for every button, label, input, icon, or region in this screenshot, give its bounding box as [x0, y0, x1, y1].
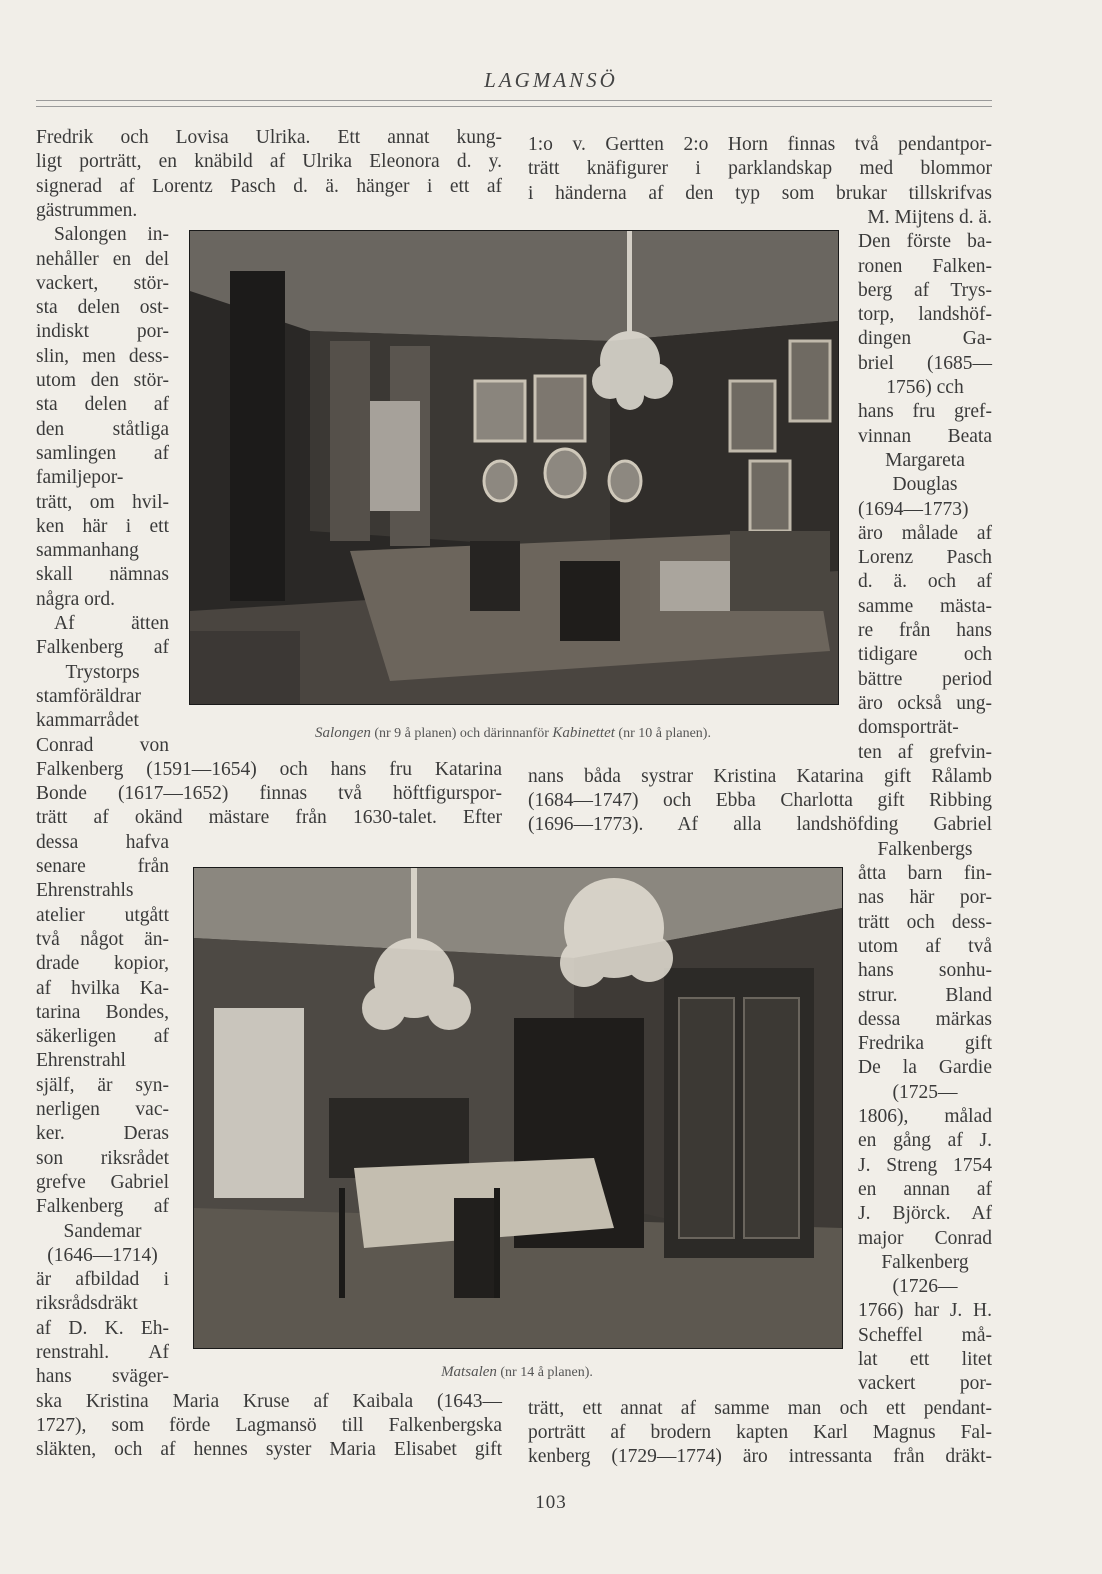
text-line: utom den stör-	[36, 370, 169, 391]
text-line: trätt och dess-	[858, 911, 992, 933]
text-line: 1756) cch	[886, 377, 964, 398]
caption-title: Matsalen	[441, 1364, 497, 1380]
text-line: drade kopior,	[36, 953, 169, 975]
text-line: den ståtliga	[36, 418, 169, 440]
text-line: torp, landshöf-	[858, 304, 992, 326]
text-line: skall nämnas	[36, 564, 169, 586]
text-line: Falkenberg (1591—1654) och hans fru Katarina	[36, 758, 502, 780]
caption-text: och därinnanför	[459, 726, 549, 741]
text-line: signerad af Lorentz Pasch d. ä. hänger i ett af	[36, 175, 502, 197]
text-line: ligt porträtt, en knäbild af Ulrika Eleonora d. y.	[36, 151, 502, 173]
text-line: ska Kristina Maria Kruse af Kaibala (1643—	[36, 1390, 502, 1412]
text-line: Falkenberg af	[36, 1196, 169, 1218]
header-rule	[36, 100, 992, 101]
text-line: trätt, ett annat af samme man och ett pendant-	[528, 1397, 992, 1419]
text-line: Sandemar	[63, 1220, 142, 1242]
text-line: hans sonhu-	[858, 960, 992, 982]
text-line: Falkenberg af	[36, 637, 169, 659]
text-line: Bonde (1617—1652) finnas två höftfigurspor-	[36, 783, 502, 805]
text-line: dingen Ga-	[858, 328, 992, 350]
text-line: hans fru gref-	[858, 401, 992, 423]
salongen-image	[190, 231, 838, 704]
text-line: sammanhang	[36, 540, 139, 562]
text-line: riksrådsdräkt	[36, 1293, 138, 1315]
text-line: Salongen in-	[54, 224, 169, 246]
text-line: samlingen af	[36, 442, 169, 464]
text-line: hans sväger-	[36, 1366, 169, 1388]
text-line: Fredrik och Lovisa Ulrika. Ett annat kung-	[36, 127, 502, 148]
text-line: briel (1685—	[858, 352, 992, 374]
text-line: släkten, och af hennes syster Maria Elisabet gift	[36, 1439, 502, 1461]
text-line: J. Streng 1754	[858, 1154, 992, 1176]
matsalen-image	[194, 868, 842, 1348]
caption-title: Kabinettet	[552, 725, 615, 741]
text-line: nehåller en del	[36, 248, 169, 270]
matsalen-photo	[193, 867, 843, 1349]
text-line: De la Gardie	[858, 1057, 992, 1079]
text-line: Falkenbergs	[877, 838, 973, 860]
text-line: Falkenberg	[881, 1251, 969, 1273]
text-line: Lorenz Pasch	[858, 547, 992, 569]
text-line: re från hans	[858, 620, 992, 641]
text-line: (1646—1714)	[47, 1244, 158, 1266]
caption-ref: (nr 9 å planen)	[374, 726, 457, 741]
text-line: renstrahl. Af	[36, 1342, 169, 1363]
text-line: säkerligen af	[36, 1026, 169, 1048]
caption-ref: (nr 14 å planen).	[500, 1365, 593, 1380]
text-line: berg af Trys-	[858, 279, 992, 301]
text-line: 1727), som förde Lagmansö till Falkenbergska	[36, 1414, 502, 1436]
text-line: en annan af	[858, 1178, 992, 1200]
text-line: atelier utgått	[36, 904, 169, 926]
text-line: slin, men dess-	[36, 345, 169, 367]
text-line: dessa märkas	[858, 1008, 992, 1030]
text-line: Ehrenstrahl	[36, 1050, 126, 1072]
text-line: son riksrådet	[36, 1147, 169, 1169]
caption-ref: (nr 10 å planen).	[618, 726, 711, 741]
text-line: Af ätten	[54, 613, 169, 634]
text-line: (1726—	[892, 1276, 958, 1298]
text-line: bättre period	[858, 668, 992, 690]
text-line: trätt, om hvil-	[36, 491, 169, 513]
text-line: kenberg (1729—1774) äro intressanta från dräkt-	[528, 1446, 992, 1468]
text-line: tidigare och	[858, 644, 992, 666]
text-line: Ehrenstrahls	[36, 880, 134, 902]
text-line: dessa hafva	[36, 831, 169, 853]
text-line: Douglas	[892, 474, 958, 496]
text-line: äro också ung-	[858, 692, 992, 714]
text-line: stamföräldrar	[36, 685, 142, 707]
text-line: 1:o v. Gertten 2:o Horn finnas två pendantpor-	[528, 134, 992, 155]
text-line: familjepor-	[36, 467, 124, 489]
text-line: gästrummen.	[36, 199, 138, 221]
text-line: Scheffel må-	[858, 1324, 992, 1346]
text-line: (1725—	[892, 1081, 958, 1103]
text-line: är afbildad i	[36, 1269, 169, 1291]
text-line: strur. Bland	[858, 984, 992, 1006]
text-line: sta delen ost-	[36, 297, 169, 319]
text-line: nas här por-	[858, 887, 992, 909]
text-line: Den förste ba-	[858, 231, 992, 253]
text-line: af D. K. Eh-	[36, 1317, 169, 1339]
text-line: kammarrådet	[36, 710, 139, 732]
text-line: nerligen vac-	[36, 1099, 169, 1120]
text-line: trätt af okänd mästare från 1630-talet. Efter	[36, 807, 502, 829]
text-line: 1806), målad	[858, 1106, 992, 1127]
text-line: två något än-	[36, 928, 169, 950]
text-line: nans båda systrar Kristina Katarina gift Rålamb	[528, 765, 992, 787]
salongen-photo	[189, 230, 839, 705]
text-line: af hvilka Ka-	[36, 977, 169, 999]
text-line: 1766) har J. H.	[858, 1300, 992, 1322]
header-rule	[36, 106, 992, 107]
caption-title: Salongen	[315, 725, 371, 741]
text-line: (1694—1773)	[858, 498, 969, 520]
text-line: ken här i ett	[36, 515, 169, 537]
text-line: M. Mijtens d. ä.	[867, 206, 992, 228]
text-line: lat ett litet	[858, 1349, 992, 1370]
text-line: Margareta	[885, 449, 965, 471]
text-line: Trystorps	[65, 661, 140, 683]
text-line: åtta barn fin-	[858, 863, 992, 884]
text-line: utom af två	[858, 935, 992, 957]
text-line: i händerna af den typ som brukar tillskrifvas	[528, 182, 992, 204]
text-line: major Conrad	[858, 1227, 992, 1249]
text-line: d. ä. och af	[858, 571, 992, 593]
matsalen-caption	[193, 1364, 841, 1381]
text-line: vinnan Beata	[858, 425, 992, 447]
text-line: ker. Deras	[36, 1123, 169, 1145]
text-line: Conrad von	[36, 734, 169, 756]
text-line: (1684—1747) och Ebba Charlotta gift Ribbing	[528, 790, 992, 812]
text-line: samme mästa-	[858, 595, 992, 617]
text-line: grefve Gabriel	[36, 1171, 169, 1193]
text-line: porträtt af brodern kapten Karl Magnus Fal-	[528, 1421, 992, 1443]
text-line: senare från	[36, 856, 169, 877]
text-line: ten af grefvin-	[858, 741, 992, 763]
text-line: vackert, stör-	[36, 272, 169, 294]
page-number: 103	[535, 1492, 567, 1513]
text-line: tarina Bondes,	[36, 1001, 169, 1023]
text-line: J. Björck. Af	[858, 1203, 992, 1225]
text-line: äro målade af	[858, 522, 992, 544]
running-head: LAGMANSÖ	[484, 68, 618, 92]
salongen-caption	[189, 725, 837, 742]
text-line: en gång af J.	[858, 1130, 992, 1152]
text-line: domsporträt-	[858, 717, 959, 739]
text-line: några ord.	[36, 588, 116, 610]
text-line: indiskt por-	[36, 321, 169, 343]
text-line: (1696—1773). Af alla landshöfding Gabriel	[528, 814, 992, 836]
text-line: trätt knäfigurer i parklandskap med blommor	[528, 158, 992, 180]
text-line: ronen Falken-	[858, 255, 992, 277]
text-line: vackert por-	[858, 1373, 992, 1395]
text-line: själf, är syn-	[36, 1074, 169, 1096]
text-line: Fredrika gift	[858, 1033, 992, 1055]
text-line: sta delen af	[36, 394, 169, 416]
